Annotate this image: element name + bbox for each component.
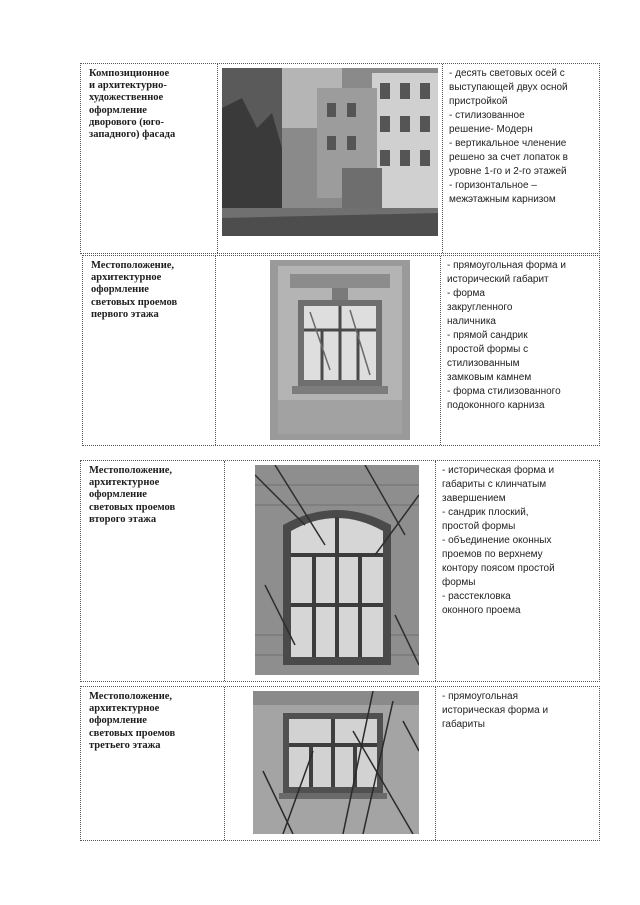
- photo-cell: [225, 461, 436, 681]
- label-line: архитектурное: [91, 272, 162, 284]
- label-line: оформление: [89, 489, 147, 501]
- row-label: [89, 691, 175, 752]
- row-label: [89, 68, 175, 141]
- label-line: архитектурное: [89, 477, 160, 489]
- label-line: оформление: [89, 104, 147, 116]
- photo-cell: [225, 687, 436, 840]
- description-line: закругленного: [447, 302, 513, 313]
- label-line: художественное: [89, 92, 164, 104]
- description-line: выступающей двух осной: [449, 82, 568, 93]
- row-description: [447, 259, 595, 413]
- photo-cell: [218, 64, 443, 253]
- description-line: решение- Модерн: [449, 124, 533, 135]
- description-line: - форма стилизованного: [447, 386, 561, 397]
- description-cell: [441, 256, 599, 445]
- description-line: оконного проема: [442, 605, 521, 616]
- description-line: - прямоугольная: [442, 691, 519, 702]
- description-cell: [436, 687, 599, 840]
- label-line: второго этажа: [89, 513, 157, 525]
- row-label: [91, 260, 177, 321]
- label-line: Местоположение,: [89, 691, 173, 702]
- label-line: архитектурное: [89, 703, 160, 715]
- description-line: габариты: [442, 719, 485, 730]
- description-line: наличника: [447, 316, 496, 327]
- photo-cell: [216, 256, 441, 445]
- description-line: стилизованным: [447, 358, 520, 369]
- label-line: световых проемов: [91, 296, 178, 308]
- description-line: - сандрик плоский,: [442, 507, 529, 518]
- description-line: межэтажным карнизом: [449, 194, 556, 205]
- label-line: оформление: [91, 284, 149, 296]
- description-line: проемов по верхнему: [442, 549, 543, 560]
- label-line: оформление: [89, 715, 147, 727]
- label-line: дворового (юго-: [89, 116, 164, 128]
- description-line: - историческая форма и: [442, 465, 555, 476]
- row-description: [442, 690, 595, 732]
- label-line: световых проемов: [89, 727, 176, 739]
- label-line: третьего этажа: [89, 739, 161, 751]
- label-line: первого этажа: [91, 308, 159, 320]
- row-description: [449, 67, 595, 207]
- description-line: - форма: [447, 288, 485, 299]
- label-cell: [83, 256, 216, 445]
- description-cell: [436, 461, 599, 681]
- third-floor-window-photo: [253, 691, 419, 834]
- description-line: подоконного карниза: [447, 400, 545, 411]
- courtyard-facade-photo: [222, 68, 438, 236]
- label-line: Местоположение,: [89, 465, 173, 476]
- second-floor-window-photo: [255, 465, 419, 675]
- table-row-first-floor: [82, 255, 600, 446]
- description-line: - десять световых осей с: [449, 68, 565, 79]
- description-line: решено за счет лопаток в: [449, 152, 568, 163]
- description-line: - вертикальное членение: [449, 138, 567, 149]
- description-line: формы: [442, 577, 476, 588]
- table-row-third-floor: [80, 686, 600, 841]
- description-line: - объединение оконных: [442, 535, 552, 546]
- description-line: простой формы: [442, 521, 516, 532]
- description-line: замковым камнем: [447, 372, 532, 383]
- label-line: Местоположение,: [91, 260, 175, 271]
- description-line: завершением: [442, 493, 506, 504]
- description-line: исторический габарит: [447, 274, 549, 285]
- label-cell: [81, 461, 225, 681]
- row-label: [89, 465, 175, 526]
- description-line: простой формы с: [447, 344, 529, 355]
- label-line: световых проемов: [89, 501, 176, 513]
- label-line: и архитектурно-: [89, 80, 167, 92]
- description-line: уровне 1-го и 2-го этажей: [449, 166, 567, 177]
- label-line: Композиционное: [89, 68, 170, 79]
- description-line: - прямоугольная форма и: [447, 260, 566, 271]
- description-line: габариты с клинчатым: [442, 479, 547, 490]
- label-cell: [81, 687, 225, 840]
- description-line: историческая форма и: [442, 705, 549, 716]
- description-line: - горизонтальное –: [449, 180, 537, 191]
- table-row-courtyard-facade: [80, 63, 600, 254]
- label-cell: [81, 64, 218, 253]
- table-row-second-floor: [80, 460, 600, 682]
- row-description: [442, 464, 595, 618]
- label-line: западного) фасада: [89, 129, 176, 141]
- description-line: - прямой сандрик: [447, 330, 528, 341]
- description-line: контору поясом простой: [442, 563, 555, 574]
- description-line: - стилизованное: [449, 110, 525, 121]
- description-line: пристройкой: [449, 96, 508, 107]
- description-line: - расстекловка: [442, 591, 511, 602]
- description-cell: [443, 64, 599, 253]
- first-floor-window-photo: [270, 260, 410, 440]
